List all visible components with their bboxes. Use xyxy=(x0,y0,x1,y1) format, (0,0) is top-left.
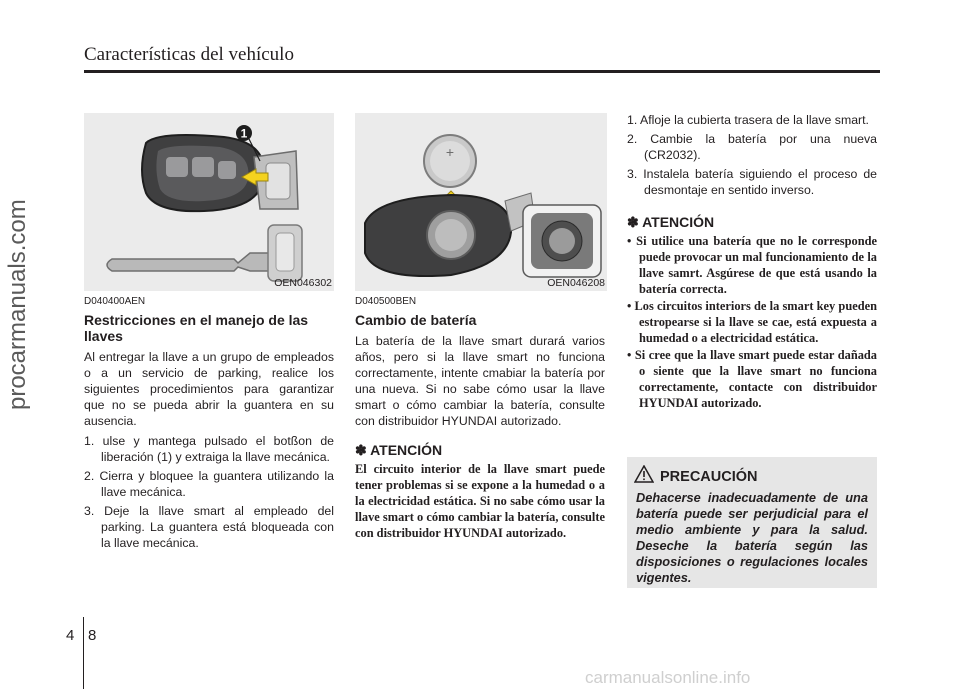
page-number: 8 xyxy=(88,627,97,644)
section1-step: 1. ulse y mantega pulsado el botßon de liberación (1) y extraiga la llave mecánica. xyxy=(84,434,334,464)
section2-attention-title: ✽ ATENCIÓN xyxy=(355,442,443,458)
attention-bullet: • Si cree que la llave smart puede estar dañada o siente que la llave smart no funciona correctamente, contacte con distribuidor HYUNDAI autorizado. xyxy=(627,348,877,410)
figure-code-middle: OEN046208 xyxy=(547,277,605,289)
section-battery-change xyxy=(355,296,605,541)
section1-title: Restricciones en el manejo de las llaves xyxy=(84,312,309,344)
smart-key-figure xyxy=(84,113,334,291)
callout-number: 1 xyxy=(240,126,248,141)
battery-figure xyxy=(355,113,607,291)
section1-step: 3. Deje la llave smart al empleado del parking. La guantera está bloqueada con la llave mecánica. xyxy=(84,504,334,550)
figure-code-left: OEN046302 xyxy=(274,277,332,289)
page-header-title: Características del vehículo xyxy=(84,44,294,65)
attention-bullet: • Si utilice una batería que no le corresponde puede provocar un mal funcionamiento de la llave samrt. Asgúrese de que está usando la batería correcta. xyxy=(627,234,877,296)
caution-box xyxy=(627,457,877,588)
section1-steps xyxy=(84,433,334,551)
section2-code: D040500BEN xyxy=(355,296,417,307)
caution-title: PRECAUCIÓN xyxy=(660,469,758,485)
section-restrictions xyxy=(84,296,334,554)
battery-illustration xyxy=(355,113,607,291)
attention-bullet: • Los circuitos interiors de la smart key pueden estropearse si la llave se cae, está expuesta a humedad o a electricidad estática. xyxy=(627,299,877,345)
caution-text: Dehacerse inadecuadamente de una batería puede ser perjudicial para el medio ambiente y para la salud. Deseche la batería según las disposiciones o regulaciones locales vigentes. xyxy=(636,490,868,585)
section1-intro: Al entregar la llave a un grupo de empleados o a un servicio de parking, realice los siguientes procedimientos para garantizar que no se pueda abrir la guantera en su ausencia. xyxy=(84,350,334,428)
section1-code: D040400AEN xyxy=(84,296,146,307)
bottom-watermark: carmanualsonline.info xyxy=(585,668,751,687)
section3-step: 3. Instalela batería siguiendo el proceso de desmontaje en sentido inverso. xyxy=(627,167,877,197)
section2-title: Cambio de batería xyxy=(355,312,477,328)
section3-steps xyxy=(627,112,877,198)
section3-attention-list xyxy=(627,233,877,411)
chapter-number: 4 xyxy=(66,627,75,644)
header-rule xyxy=(84,70,880,73)
section3-step: 1. Afloje la cubierta trasera de la llave smart. xyxy=(627,113,869,127)
warning-triangle-icon xyxy=(634,465,654,483)
smart-key-illustration xyxy=(84,113,334,291)
side-watermark: procarmanuals.com xyxy=(4,199,31,410)
section3-attention-title: ✽ ATENCIÓN xyxy=(627,214,715,230)
svg-text:+: + xyxy=(445,144,455,160)
section2-intro: La batería de la llave smart durará varios años, pero si la llave smart no funciona correctamente, intente cmabiar la batería por una nueva. Si no sabe cómo usar la llave smart o cómo cambiar la batería, consulte con distribuidor HYUNDAI autorizado. xyxy=(355,334,605,428)
section-battery-steps xyxy=(627,112,877,412)
section1-body xyxy=(84,349,334,551)
section1-step: 2. Cierra y bloquee la guantera utilizando la llave mecánica. xyxy=(84,469,334,499)
footer-rule xyxy=(83,617,84,689)
section3-step: 2. Cambie la batería por una nueva (CR2032). xyxy=(627,132,877,162)
section2-attention-text: El circuito interior de la llave smart puede tener problemas si se expone a la humedad o a la electricidad estática. Si no sabe cómo usar la llave smart o cómo cambiar la batería, consulte con distribuidor HYUNDAI autorizado. xyxy=(355,462,605,540)
